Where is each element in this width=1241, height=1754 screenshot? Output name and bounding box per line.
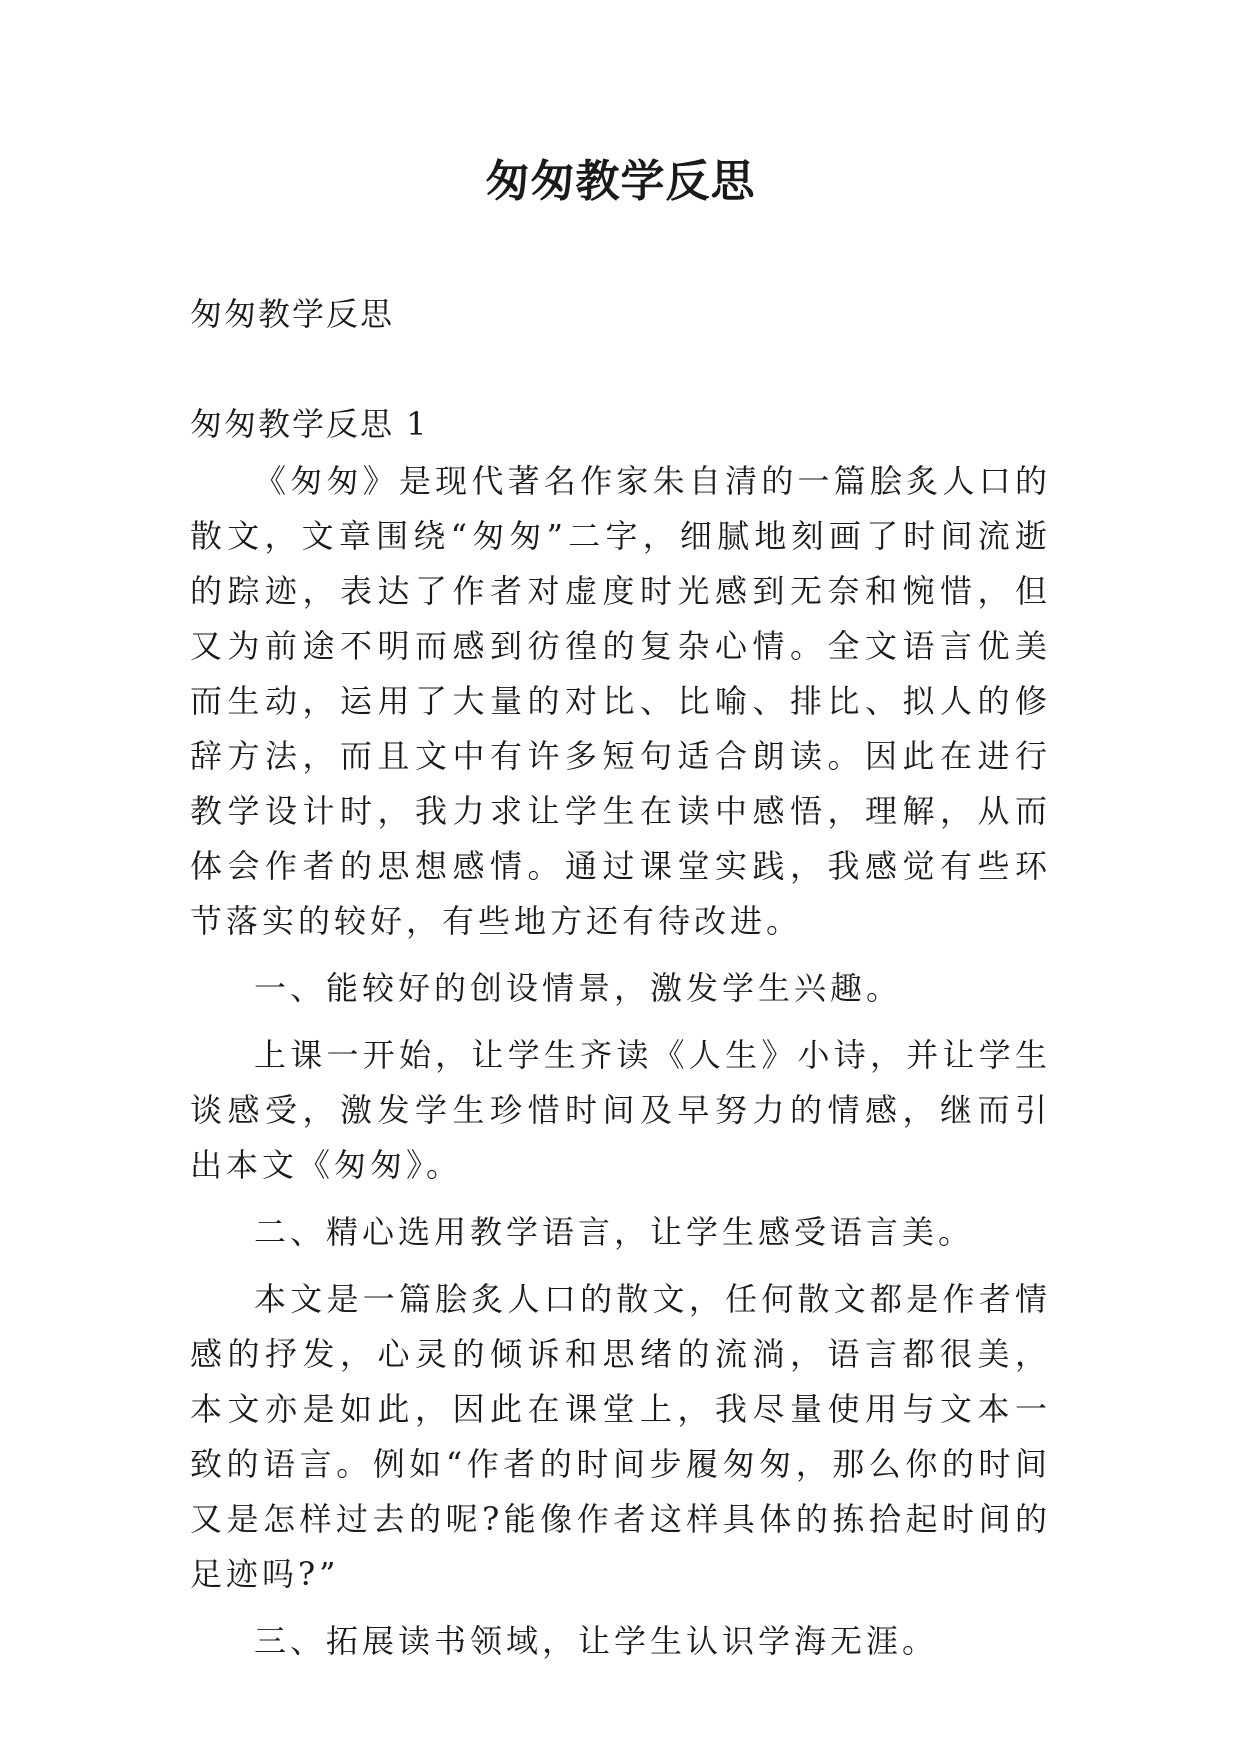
paragraph-point-one-detail: 上课一开始，让学生齐读《人生》小诗，并让学生谈感受，激发学生珍惜时间及早努力的情感，继而引出本文《匆匆》。 bbox=[190, 1036, 1051, 1184]
paragraph-point-two: 二、精心选用教学语言，让学生感受语言美。 bbox=[254, 1213, 975, 1251]
document-subtitle: 匆匆教学反思 bbox=[190, 295, 395, 333]
document-title: 匆匆教学反思 bbox=[485, 156, 756, 207]
paragraph-intro: 《匆匆》是现代著名作家朱自清的一篇脍炙人口的散文，文章围绕“匆匆”二字，细腻地刻画了时间流逝的踪迹，表达了作者对虚度时光感到无奈和惋惜，但又为前途不明而感到彷徨的复杂心情。全文语言优美而生动，运用了大量的对比、比喻、排比、拟人的修辞方法，而且文中有许多短句适合朗读。因此在进行教学设计时，我力求让学生在读中感悟，理解，从而体会作者的思想感情。通过课堂实践，我感觉有些环节落实的较好，有些地方还有待改进。 bbox=[190, 462, 1051, 940]
paragraph-point-one: 一、能较好的创设情景，激发学生兴趣。 bbox=[254, 969, 903, 1007]
paragraph-point-three: 三、拓展读书领域，让学生认识学海无涯。 bbox=[254, 1622, 939, 1660]
paragraph-point-two-detail: 本文是一篇脍炙人口的散文，任何散文都是作者情感的抒发，心灵的倾诉和思绪的流淌，语言都很美，本文亦是如此，因此在课堂上，我尽量使用与文本一致的语言。例如“作者的时间步履匆匆，那么你的时间又是怎样过去的呢?能像作者这样具体的拣拾起时间的足迹吗?” bbox=[190, 1280, 1051, 1593]
section-heading: 匆匆教学反思 1 bbox=[190, 405, 429, 443]
body-text bbox=[190, 454, 1051, 1669]
